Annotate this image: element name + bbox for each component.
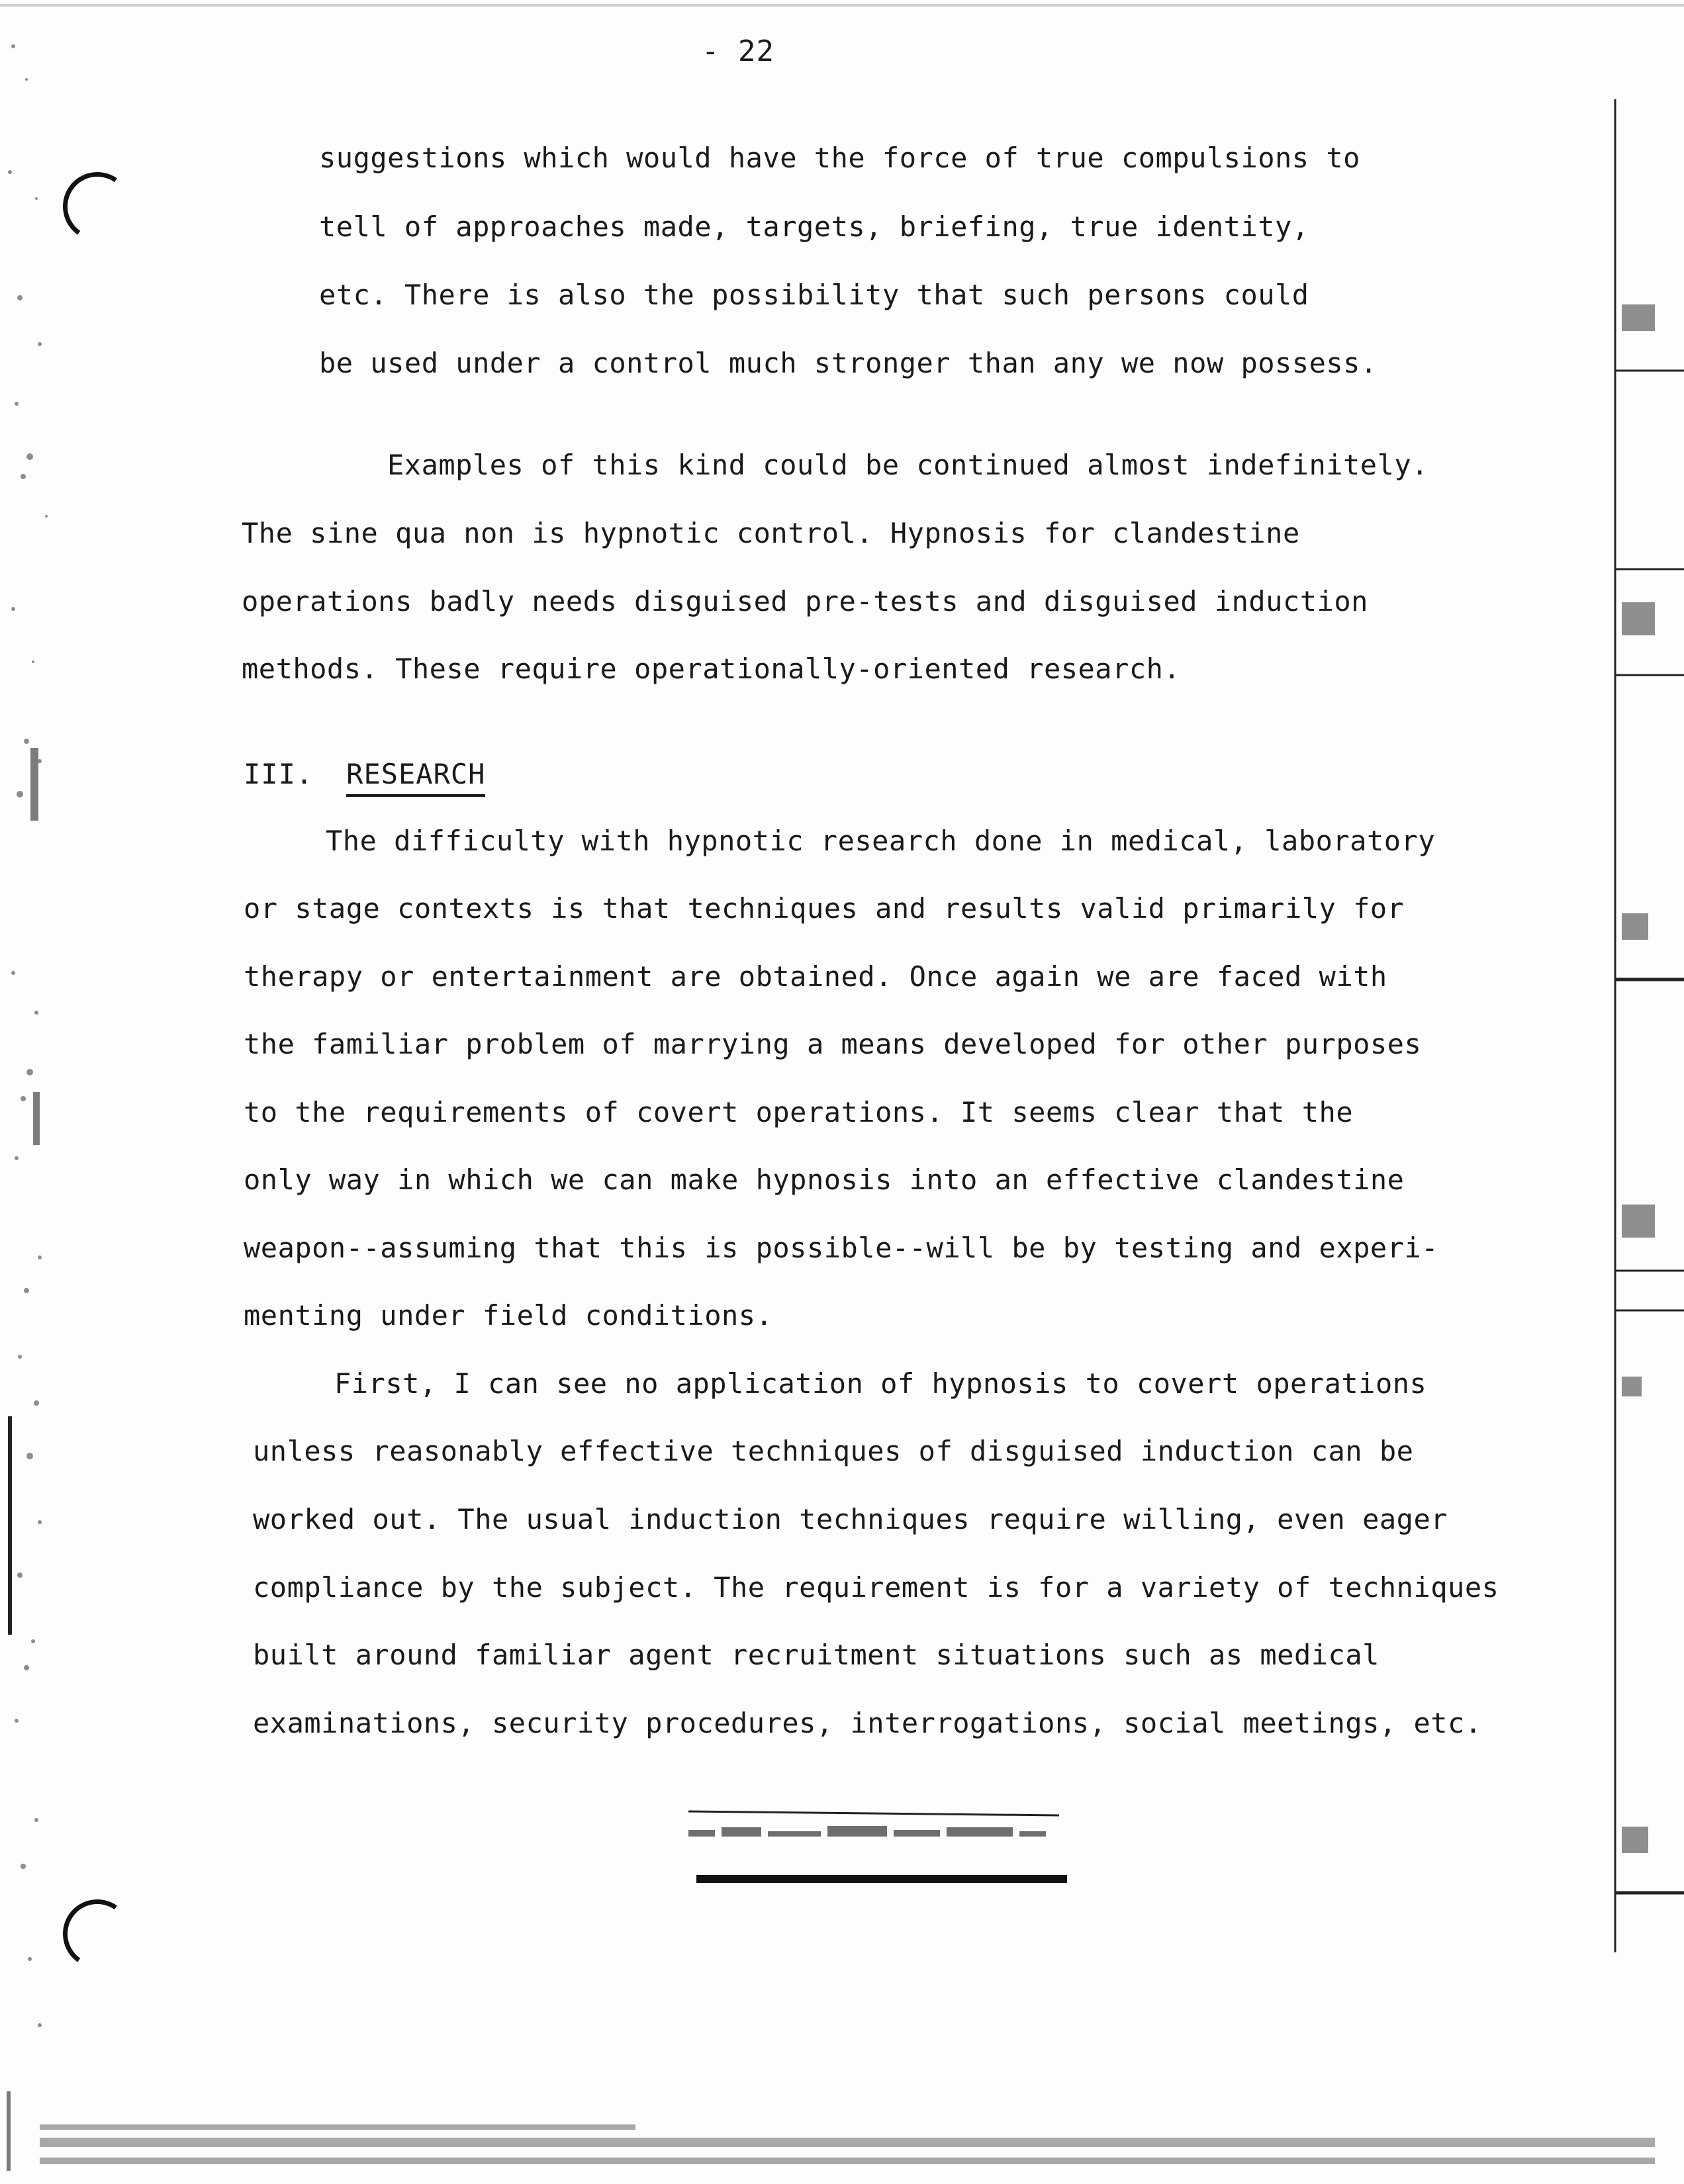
body-line: or stage contexts is that techniques and results valid primarily for — [244, 892, 1405, 925]
bottom-scan-noise — [0, 2085, 1684, 2184]
body-line: The difficulty with hypnotic research done in medical, laboratory — [326, 825, 1436, 857]
body-line: Examples of this kind could be continued almost indefinitely. — [387, 449, 1428, 481]
body-line: to the requirements of covert operations. It seems clear that the — [244, 1096, 1354, 1128]
right-scan-noise — [1602, 0, 1684, 2184]
section-title: RESEARCH — [346, 758, 485, 797]
body-line: built around familiar agent recruitment situations such as medical — [253, 1639, 1380, 1671]
body-line: therapy or entertainment are obtained. Once again we are faced with — [244, 960, 1387, 993]
body-line: operations badly needs disguised pre-tests and disguised induction — [242, 585, 1368, 617]
body-line: First, I can see no application of hypnosis to covert operations — [334, 1367, 1427, 1400]
scan-top-edge — [0, 4, 1684, 7]
body-line: be used under a control much stronger than any we now possess. — [319, 347, 1378, 379]
redaction-stamp — [688, 1803, 1072, 1896]
body-line: suggestions which would have the force of true compulsions to — [319, 142, 1360, 174]
body-line: compliance by the subject. The requirement is for a variety of techniques — [253, 1571, 1499, 1604]
body-line: unless reasonably effective techniques of disguised induction can be — [253, 1435, 1414, 1467]
section-heading — [244, 758, 485, 790]
body-line: weapon--assuming that this is possible--will be by testing and experi- — [244, 1232, 1439, 1264]
body-line: tell of approaches made, targets, briefing, true identity, — [319, 210, 1309, 243]
body-line: only way in which we can make hypnosis into an effective clandestine — [244, 1163, 1405, 1196]
body-line: menting under field conditions. — [244, 1299, 773, 1332]
left-scan-noise — [0, 0, 99, 2184]
body-line: the familiar problem of marrying a means developed for other purposes — [244, 1028, 1422, 1060]
body-line: etc. There is also the possibility that such persons could — [319, 279, 1309, 311]
body-line: worked out. The usual induction techniques require willing, even eager — [253, 1503, 1448, 1535]
body-line: The sine qua non is hypnotic control. Hypnosis for clandestine — [242, 517, 1300, 549]
section-number: III. — [244, 758, 314, 790]
body-line: examinations, security procedures, interrogations, social meetings, etc. — [253, 1707, 1482, 1739]
body-line: methods. These require operationally-oriented research. — [242, 653, 1181, 685]
page-number: - 22 — [702, 34, 774, 68]
